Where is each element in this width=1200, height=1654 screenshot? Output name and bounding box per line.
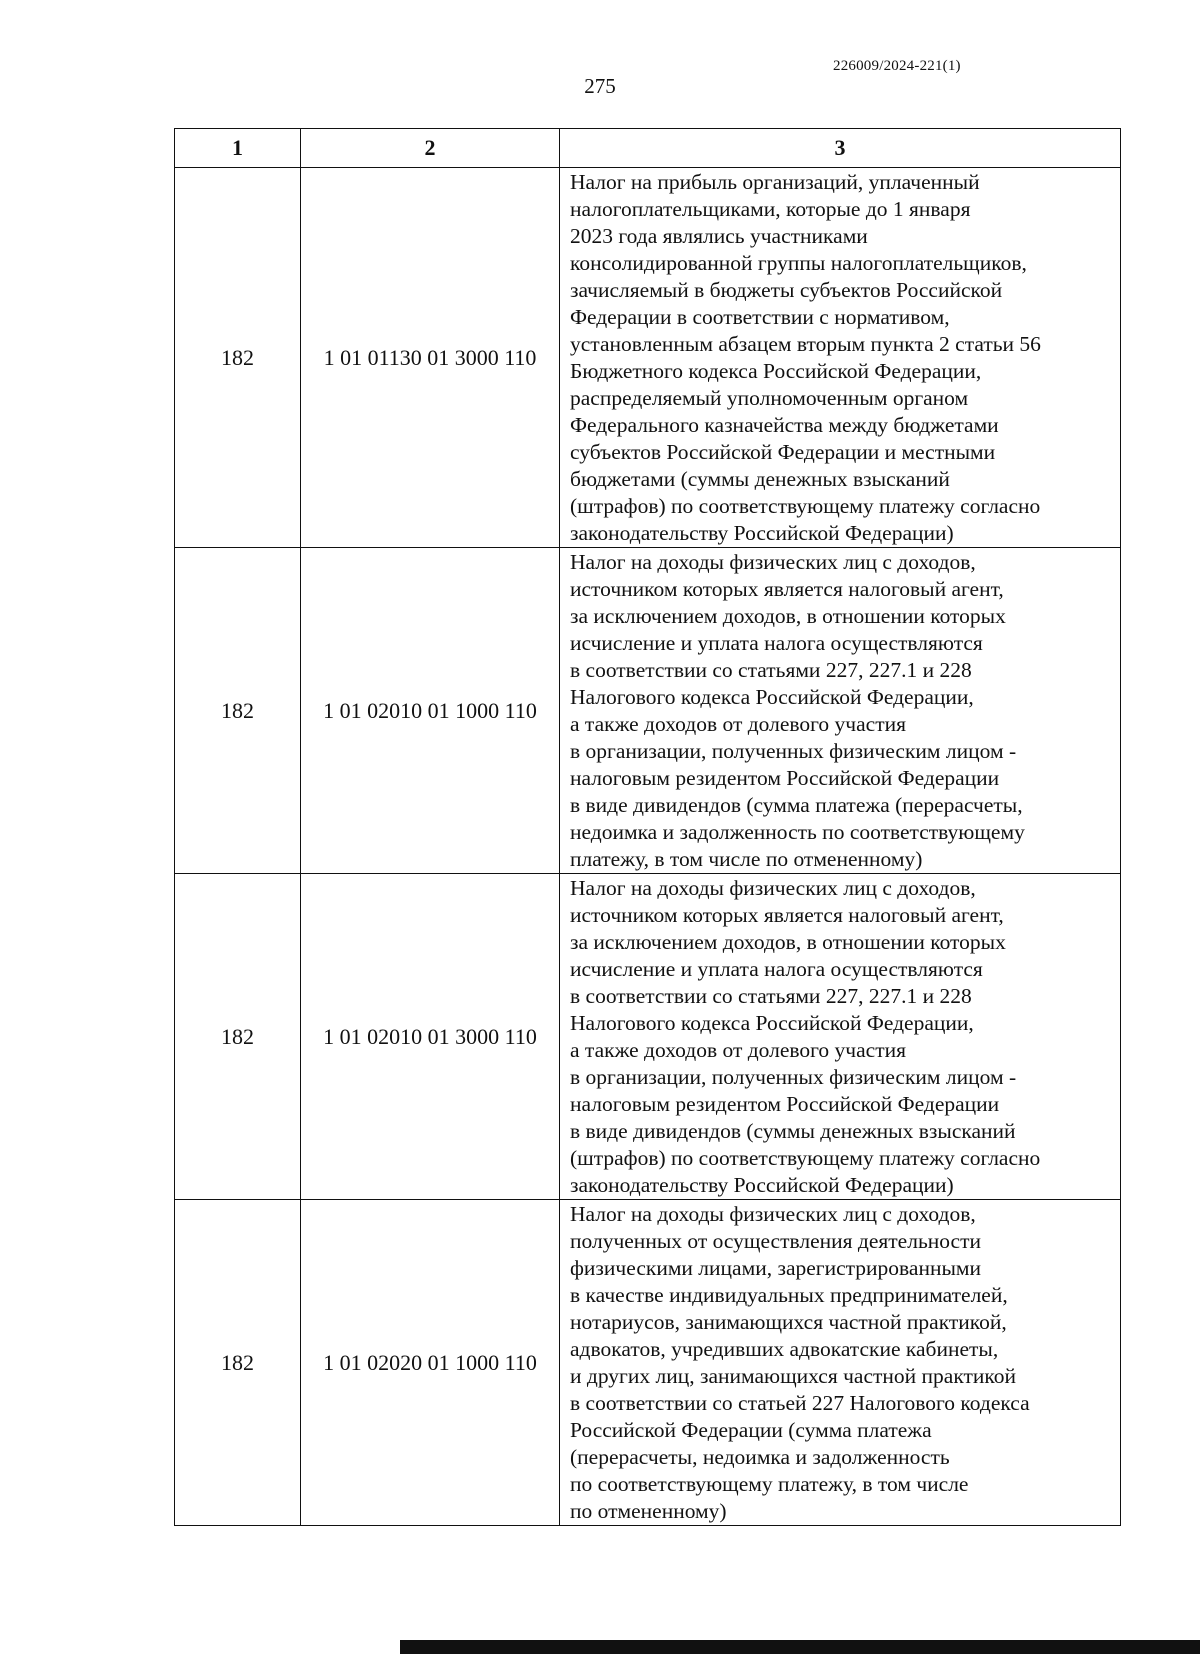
description-line: исчисление и уплата налога осуществляются [570,957,983,981]
description-line: 2023 года являлись участниками [570,224,868,248]
description-line: распределяемый уполномоченным органом [570,386,969,410]
kbk-code-cell: 1 01 02020 01 1000 110 [301,1200,560,1526]
kbk-code-cell: 1 01 02010 01 1000 110 [301,548,560,874]
description-line: в организации, полученных физическим лицом - [570,1065,1017,1089]
page-number: 275 [584,74,616,98]
description-line: Налогового кодекса Российской Федерации, [570,685,974,709]
description-cell [560,548,1121,874]
table-row [175,1200,1121,1526]
description-line: зачисляемый в бюджеты субъектов Российской [570,278,1003,302]
description-line: источником которых является налоговый агент, [570,577,1004,601]
column-header-1: 1 [175,129,301,168]
description-line: в виде дивидендов (сумма платежа (перерасчеты, [570,793,1023,817]
description-line: по отмененному) [570,1499,727,1523]
description-line: (перерасчеты, недоимка и задолженность [570,1445,950,1469]
table-row [175,168,1121,548]
description-line: Федерального казначейства между бюджетами [570,413,999,437]
description-line: за исключением доходов, в отношении которых [570,604,1006,628]
description-line: законодательству Российской Федерации) [570,521,954,545]
description-line: налоговым резидентом Российской Федерации [570,766,1000,790]
description-line: Налог на доходы физических лиц с доходов, [570,550,976,574]
description-line: Налог на доходы физических лиц с доходов, [570,876,976,900]
admin-code-cell: 182 [175,874,301,1200]
description-line: за исключением доходов, в отношении которых [570,930,1006,954]
description-line: Бюджетного кодекса Российской Федерации, [570,359,982,383]
column-header-3: 3 [560,129,1121,168]
description-line: и других лиц, занимающихся частной практикой [570,1364,1016,1388]
description-line: физическими лицами, зарегистрированными [570,1256,982,1280]
description-line: консолидированной группы налогоплательщиков, [570,251,1027,275]
description-line: в соответствии со статьями 227, 227.1 и 228 [570,658,972,682]
description-line: налогоплательщиками, которые до 1 января [570,197,971,221]
description-line: Федерации в соответствии с нормативом, [570,305,950,329]
description-line: источником которых является налоговый агент, [570,903,1004,927]
description-line: субъектов Российской Федерации и местными [570,440,996,464]
description-line: платежу, в том числе по отмененному) [570,847,923,871]
description-line: а также доходов от долевого участия [570,1038,907,1062]
description-line: установленным абзацем вторым пункта 2 статьи 56 [570,332,1041,356]
description-line: Налог на прибыль организаций, уплаченный [570,170,980,194]
description-line: в виде дивидендов (суммы денежных взысканий [570,1119,1016,1143]
admin-code-cell: 182 [175,1200,301,1526]
description-line: Налог на доходы физических лиц с доходов, [570,1202,976,1226]
description-line: (штрафов) по соответствующему платежу согласно [570,1146,1041,1170]
admin-code-cell: 182 [175,168,301,548]
description-line: нотариусов, занимающихся частной практикой, [570,1310,1007,1334]
description-cell [560,168,1121,548]
scan-edge-rule [400,1640,1200,1654]
table-header-row [175,129,1121,168]
description-cell [560,1200,1121,1526]
description-line: бюджетами (суммы денежных взысканий [570,467,950,491]
column-header-2: 2 [301,129,560,168]
kbk-code-cell: 1 01 02010 01 3000 110 [301,874,560,1200]
description-line: исчисление и уплата налога осуществляются [570,631,983,655]
description-line: в соответствии со статьей 227 Налогового кодекса [570,1391,1030,1415]
document-number: 226009/2024-221(1) [833,58,961,74]
description-line: в соответствии со статьями 227, 227.1 и 228 [570,984,972,1008]
description-line: Российской Федерации (сумма платежа [570,1418,932,1442]
description-line: законодательству Российской Федерации) [570,1173,954,1197]
description-line: недоимка и задолженность по соответствующему [570,820,1025,844]
kbk-code-cell: 1 01 01130 01 3000 110 [301,168,560,548]
description-line: по соответствующему платежу, в том числе [570,1472,969,1496]
description-line: (штрафов) по соответствующему платежу согласно [570,494,1041,518]
description-line: полученных от осуществления деятельности [570,1229,981,1253]
description-line: налоговым резидентом Российской Федерации [570,1092,1000,1116]
description-line: Налогового кодекса Российской Федерации, [570,1011,974,1035]
description-line: в организации, полученных физическим лицом - [570,739,1017,763]
table-row [175,548,1121,874]
table-row [175,874,1121,1200]
description-line: адвокатов, учредивших адвокатские кабинеты, [570,1337,999,1361]
description-line: в качестве индивидуальных предпринимателей, [570,1283,1008,1307]
description-cell [560,874,1121,1200]
admin-code-cell: 182 [175,548,301,874]
description-line: а также доходов от долевого участия [570,712,907,736]
budget-code-table [174,128,1121,1526]
